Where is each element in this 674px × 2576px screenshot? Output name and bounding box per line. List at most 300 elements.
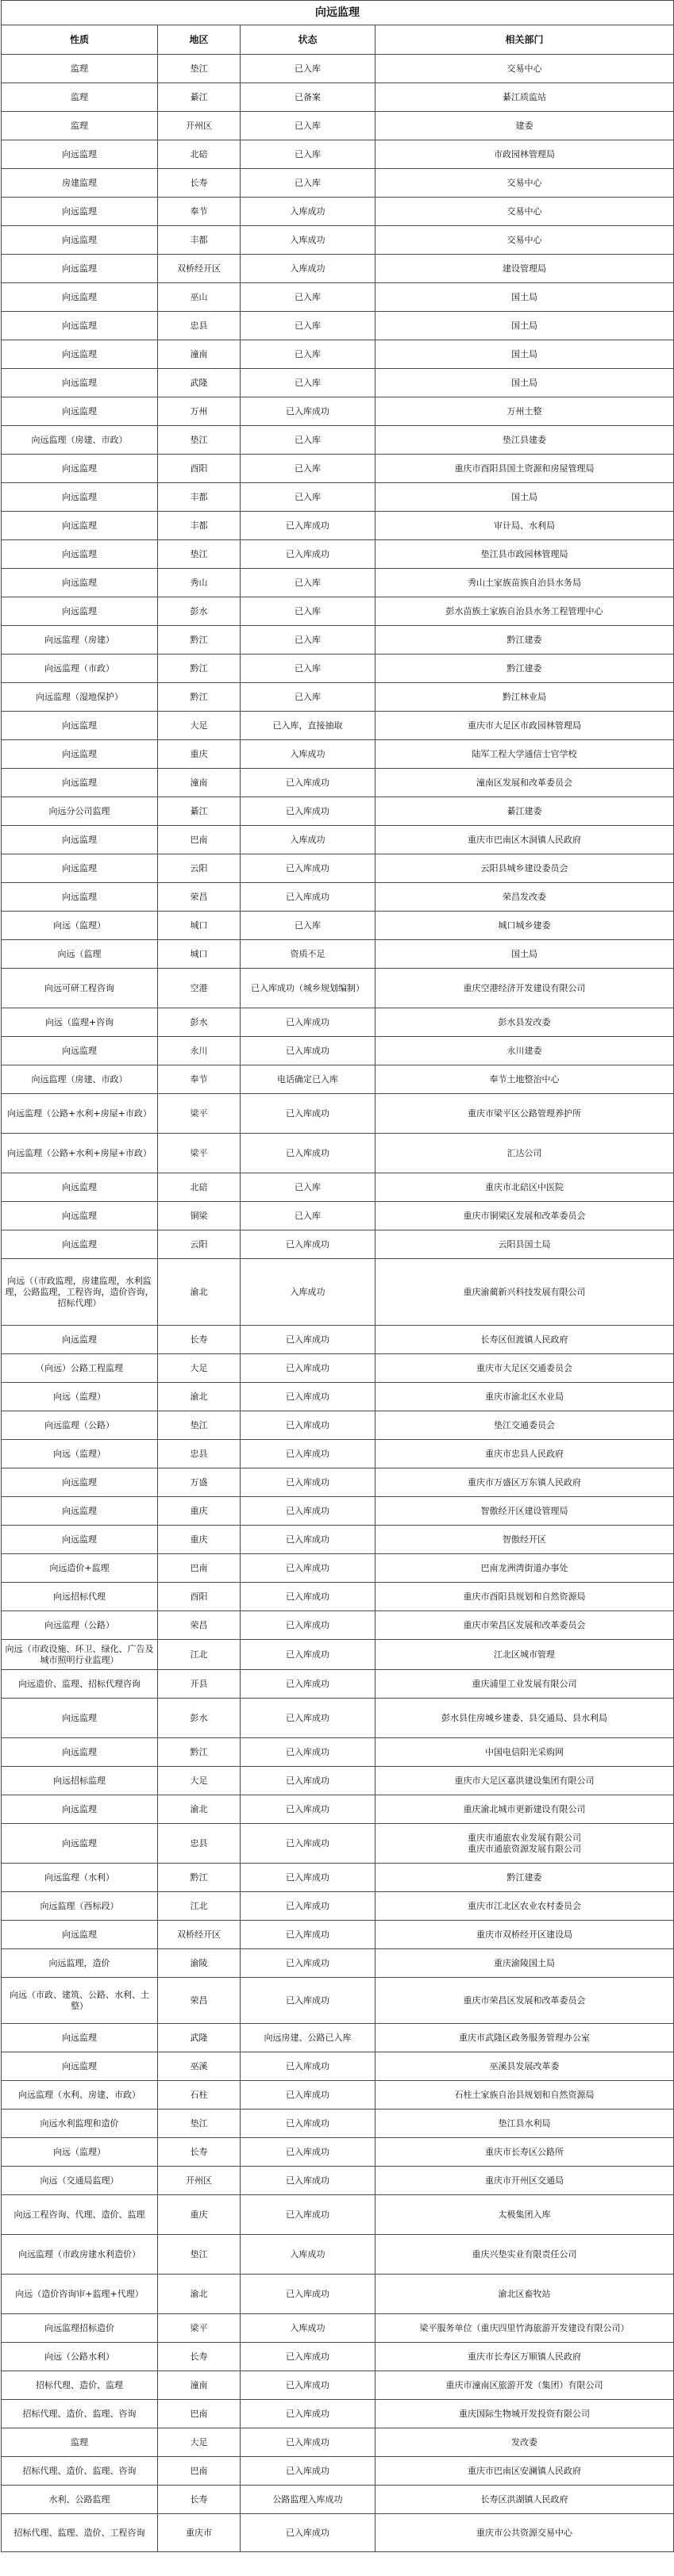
cell-dept: 黔江建委 (376, 655, 674, 683)
cell-status: 已入库成功 (241, 1526, 376, 1554)
cell-region: 万盛 (158, 1468, 241, 1497)
cell-type: 向远（市政设施、环卫、绿化、广告及城市照明行业监理） (2, 1640, 158, 1670)
cell-status: 已入库成功 (241, 1892, 376, 1921)
cell-dept: 重庆市双桥经开区建设局 (376, 1921, 674, 1949)
cell-dept: 奉节土地整治中心 (376, 1065, 674, 1094)
cell-status: 已入库成功 (241, 1640, 376, 1670)
table-row (2, 1795, 674, 1824)
header-status: 状态 (241, 25, 376, 55)
cell-status: 已入库成功 (241, 1411, 376, 1440)
cell-status: 已入库成功 (241, 797, 376, 826)
cell-region: 黔江 (158, 1864, 241, 1892)
cell-type: 向远监理（市政） (2, 655, 158, 683)
cell-status: 已入库成功 (241, 854, 376, 883)
table-row (2, 2457, 674, 2486)
table-row (2, 854, 674, 883)
header-type: 性质 (2, 25, 158, 55)
table-row (2, 2314, 674, 2343)
table-row (2, 2024, 674, 2052)
cell-status: 已入库 (241, 283, 376, 312)
cell-type: 向远监理 (2, 512, 158, 540)
cell-status: 已入库成功 (241, 1037, 376, 1065)
cell-dept: 垫江县市政园林管理局 (376, 540, 674, 569)
table-row (2, 1173, 674, 1202)
cell-status: 入库成功 (241, 255, 376, 283)
cell-region: 北碚 (158, 1173, 241, 1202)
cell-dept: 万州土整 (376, 397, 674, 426)
cell-type: 向远监理 (2, 712, 158, 740)
cell-status: 已入库 (241, 169, 376, 198)
cell-status: 已入库 (241, 655, 376, 683)
cell-region: 北碚 (158, 140, 241, 169)
cell-dept: 綦江质监站 (376, 83, 674, 112)
cell-status: 已入库成功 (241, 2167, 376, 2195)
cell-region: 开州区 (158, 2167, 241, 2195)
cell-status: 入库成功 (241, 2314, 376, 2343)
cell-status: 已入库成功 (241, 1497, 376, 1526)
cell-dept: 黔江建委 (376, 1864, 674, 1892)
cell-status: 已入库 (241, 140, 376, 169)
table-row (2, 940, 674, 969)
cell-type: 监理 (2, 2428, 158, 2457)
cell-dept: 重庆市长寿区公路所 (376, 2138, 674, 2167)
cell-status: 已入库成功 (241, 1978, 376, 2024)
cell-type: 向远（监理） (2, 2138, 158, 2167)
cell-dept: 国土局 (376, 340, 674, 369)
cell-dept: 荣昌发改委 (376, 883, 674, 912)
cell-region: 大足 (158, 2428, 241, 2457)
cell-region: 巴南 (158, 2457, 241, 2486)
cell-region: 彭水 (158, 1699, 241, 1738)
cell-type: 向远监理 (2, 2024, 158, 2052)
cell-type: 向远（市政、建筑、公路、水利、土整） (2, 1978, 158, 2024)
cell-dept: 彭水县发改委 (376, 1008, 674, 1037)
cell-dept: 云阳县城乡建设委员会 (376, 854, 674, 883)
cell-status: 入库成功 (241, 198, 376, 226)
cell-dept: 梁平服务单位（重庆四里竹海旅游开发建设有限公司） (376, 2314, 674, 2343)
cell-dept: 重庆市武隆区政务服务管理办公室 (376, 2024, 674, 2052)
table-row (2, 1383, 674, 1411)
cell-type: 向远监理 (2, 854, 158, 883)
cell-status: 已入库 (241, 1202, 376, 1230)
cell-dept: 重庆市酉阳县国土资源和房屋管理局 (376, 455, 674, 483)
cell-region: 垫江 (158, 426, 241, 455)
cell-dept: 重庆渝陵国土局 (376, 1949, 674, 1978)
cell-status: 已入库 (241, 912, 376, 940)
cell-status: 已入库 (241, 597, 376, 626)
cell-region: 渝北 (158, 2275, 241, 2314)
cell-status: 已入库成功 (241, 397, 376, 426)
cell-type: 监理 (2, 55, 158, 83)
table-row (2, 1824, 674, 1864)
cell-region: 巴南 (158, 1554, 241, 1583)
cell-dept: 巴南龙洲湾街道办事处 (376, 1554, 674, 1583)
cell-dept: 渝北区畜牧站 (376, 2275, 674, 2314)
table-row (2, 826, 674, 854)
cell-status: 公路监理入库成功 (241, 2486, 376, 2514)
table-row (2, 1008, 674, 1037)
cell-type: 向远监理 (2, 1738, 158, 1767)
table-row (2, 1670, 674, 1699)
cell-region: 忠县 (158, 1824, 241, 1864)
table-row (2, 1094, 674, 1134)
cell-dept: 重庆兴垫实业有限责任公司 (376, 2235, 674, 2275)
table-row (2, 1864, 674, 1892)
cell-region: 渝北 (158, 1383, 241, 1411)
cell-region: 酉阳 (158, 455, 241, 483)
cell-region: 垫江 (158, 2235, 241, 2275)
cell-region: 丰都 (158, 512, 241, 540)
table-row (2, 1949, 674, 1978)
cell-status: 已入库成功 (241, 1230, 376, 1259)
cell-dept: 重庆市巴南区安澜镇人民政府 (376, 2457, 674, 2486)
table-row (2, 2343, 674, 2371)
cell-type: 向远监理（水利） (2, 1864, 158, 1892)
table-row (2, 569, 674, 597)
header-dept: 相关部门 (376, 25, 674, 55)
cell-type: 向远监理 (2, 397, 158, 426)
table-row (2, 2081, 674, 2110)
cell-region: 铜梁 (158, 1202, 241, 1230)
cell-dept: 重庆浦里工业发展有限公司 (376, 1670, 674, 1699)
cell-dept: 建委 (376, 112, 674, 140)
cell-status: 已入库成功 (241, 2343, 376, 2371)
cell-region: 黔江 (158, 655, 241, 683)
cell-region: 垫江 (158, 1411, 241, 1440)
cell-type: 向远（交通局监理） (2, 2167, 158, 2195)
cell-region: 丰都 (158, 226, 241, 255)
cell-status: 已入库 (241, 626, 376, 655)
cell-region: 开县 (158, 1670, 241, 1699)
table-row (2, 2275, 674, 2314)
cell-region: 綦江 (158, 797, 241, 826)
cell-type: 招标代理、造价、监理、咨询 (2, 2400, 158, 2428)
cell-region: 江北 (158, 1892, 241, 1921)
cell-dept: 国土局 (376, 940, 674, 969)
cell-type: 向远监理 (2, 1497, 158, 1526)
table-row (2, 512, 674, 540)
cell-dept: 秀山土家族苗族自治县水务局 (376, 569, 674, 597)
cell-type: 向远监理（湿地保护） (2, 683, 158, 712)
cell-type: 向远监理（西标段） (2, 1892, 158, 1921)
cell-type: 向远监理 (2, 597, 158, 626)
cell-status: 入库成功 (241, 2235, 376, 2275)
cell-status: 已入库，直接抽取 (241, 712, 376, 740)
table-row (2, 2052, 674, 2081)
table-row (2, 1699, 674, 1738)
cell-status: 已入库 (241, 112, 376, 140)
cell-dept: 潼南区发展和改革委员会 (376, 769, 674, 797)
cell-region: 巫溪 (158, 2052, 241, 2081)
cell-dept: 重庆市潼南区旅游开发（集团）有限公司 (376, 2371, 674, 2400)
cell-status: 电话确定已入库 (241, 1065, 376, 1094)
cell-region: 万州 (158, 397, 241, 426)
cell-status: 已入库成功 (241, 2400, 376, 2428)
cell-status: 已备案 (241, 83, 376, 112)
cell-type: 向远（监理） (2, 1383, 158, 1411)
cell-dept: 重庆市开州区交通局 (376, 2167, 674, 2195)
cell-type: 向远监理 (2, 1795, 158, 1824)
cell-region: 荣昌 (158, 1611, 241, 1640)
table-row (2, 1440, 674, 1468)
cell-dept: 国土局 (376, 312, 674, 340)
cell-dept: 交易中心 (376, 169, 674, 198)
cell-status: 已入库成功 (241, 1767, 376, 1795)
cell-region: 双桥经开区 (158, 1921, 241, 1949)
cell-status: 已入库成功 (241, 1134, 376, 1173)
cell-dept: 重庆渝蔺新兴科技发展有限公司 (376, 1259, 674, 1326)
cell-type: 监理 (2, 83, 158, 112)
cell-status: 已入库成功 (241, 1795, 376, 1824)
cell-region: 大足 (158, 712, 241, 740)
cell-status: 已入库成功 (241, 1354, 376, 1383)
cell-status: 已入库成功 (241, 1583, 376, 1611)
cell-dept: 市政园林管理局 (376, 140, 674, 169)
cell-status: 已入库成功 (241, 1383, 376, 1411)
cell-dept: 重庆市酉阳县规划和自然资源局 (376, 1583, 674, 1611)
cell-region: 武隆 (158, 2024, 241, 2052)
cell-type: 向远监理 (2, 1173, 158, 1202)
cell-region: 荣昌 (158, 1978, 241, 2024)
cell-type: 向远监理，造价 (2, 1949, 158, 1978)
cell-dept: 重庆市大足区市政园林管理局 (376, 712, 674, 740)
cell-region: 云阳 (158, 1230, 241, 1259)
cell-type: 向远监理 (2, 883, 158, 912)
cell-dept: 国土局 (376, 283, 674, 312)
cell-dept: 重庆市梁平区公路管理养护所 (376, 1094, 674, 1134)
cell-status: 已入库成功 (241, 883, 376, 912)
cell-region: 忠县 (158, 312, 241, 340)
cell-status: 已入库 (241, 426, 376, 455)
cell-status: 已入库成功 (241, 1824, 376, 1864)
cell-region: 梁平 (158, 1134, 241, 1173)
cell-status: 已入库成功 (241, 1094, 376, 1134)
table-row (2, 2110, 674, 2138)
cell-type: 向远监理 (2, 769, 158, 797)
supervision-table (1, 0, 674, 2552)
cell-region: 秀山 (158, 569, 241, 597)
cell-region: 长寿 (158, 2486, 241, 2514)
table-row (2, 2235, 674, 2275)
cell-region: 重庆 (158, 2195, 241, 2235)
cell-type: 向远监理 (2, 2052, 158, 2081)
table-row (2, 169, 674, 198)
table-row (2, 1134, 674, 1173)
cell-type: 向远监理 (2, 1921, 158, 1949)
cell-status: 已入库 (241, 312, 376, 340)
cell-region: 渝陵 (158, 1949, 241, 1978)
cell-status: 已入库成功 (241, 1738, 376, 1767)
cell-status: 已入库成功 (241, 512, 376, 540)
cell-dept: 太极集团入库 (376, 2195, 674, 2235)
cell-type: 向远造价+监理 (2, 1554, 158, 1583)
table-row (2, 1259, 674, 1326)
cell-type: 向远（公路水利） (2, 2343, 158, 2371)
table-row (2, 1640, 674, 1670)
cell-dept: 垫江交通委员会 (376, 1411, 674, 1440)
cell-type: 向远监理 (2, 283, 158, 312)
cell-type: 向远监理 (2, 312, 158, 340)
cell-status: 已入库成功 (241, 2081, 376, 2110)
cell-dept: 垫江县水利局 (376, 2110, 674, 2138)
cell-dept: 重庆市荣昌区发展和改革委员会 (376, 1978, 674, 2024)
cell-dept: 重庆市荣昌区发展和改革委员会 (376, 1611, 674, 1640)
cell-region: 黔江 (158, 683, 241, 712)
table-row (2, 1326, 674, 1354)
cell-dept: 国土局 (376, 369, 674, 397)
cell-type: 向远监理 (2, 226, 158, 255)
cell-region: 垫江 (158, 540, 241, 569)
table-row (2, 2486, 674, 2514)
cell-dept: 重庆市大足区交通委员会 (376, 1354, 674, 1383)
cell-region: 长寿 (158, 2343, 241, 2371)
cell-dept: 彭水苗族土家族自治县水务工程管理中心 (376, 597, 674, 626)
cell-type: 向远监理 (2, 569, 158, 597)
cell-region: 渝北 (158, 1795, 241, 1824)
cell-type: 向远监理 (2, 1468, 158, 1497)
cell-dept: 江北区城市管理 (376, 1640, 674, 1670)
cell-dept: 发改委 (376, 2428, 674, 2457)
table-row (2, 740, 674, 769)
cell-dept: 黔江林业局 (376, 683, 674, 712)
cell-dept: 城口城乡建委 (376, 912, 674, 940)
cell-dept: 黔江建委 (376, 626, 674, 655)
cell-region: 长寿 (158, 1326, 241, 1354)
table-row (2, 340, 674, 369)
cell-status: 已入库成功 (241, 1921, 376, 1949)
cell-type: 水利、公路监理 (2, 2486, 158, 2514)
cell-status: 已入库成功 (241, 2514, 376, 2552)
cell-dept: 重庆空港经济开发建设有限公司 (376, 969, 674, 1008)
cell-status: 已入库成功 (241, 2457, 376, 2486)
cell-type: 向远（监理 (2, 940, 158, 969)
cell-type: 招标代理、造价、监理 (2, 2371, 158, 2400)
cell-type: 房建监理 (2, 169, 158, 198)
cell-region: 武隆 (158, 369, 241, 397)
cell-region: 綦江 (158, 83, 241, 112)
cell-type: 向远监理招标造价 (2, 2314, 158, 2343)
table-row (2, 797, 674, 826)
cell-dept: 重庆市长寿区万顺镇人民政府 (376, 2343, 674, 2371)
table-row (2, 1230, 674, 1259)
table-row (2, 1554, 674, 1583)
cell-type: 向远监理 (2, 369, 158, 397)
table-row (2, 2400, 674, 2428)
cell-region: 重庆 (158, 1526, 241, 1554)
table-row (2, 55, 674, 83)
table-title: 向远监理 (2, 1, 674, 25)
cell-region: 丰都 (158, 483, 241, 512)
cell-status: 已入库成功 (241, 1008, 376, 1037)
cell-dept: 重庆市铜梁区发展和改革委员会 (376, 1202, 674, 1230)
table-row (2, 369, 674, 397)
cell-type: 向远招标代理 (2, 1583, 158, 1611)
cell-status: 向远房建、公路已入库 (241, 2024, 376, 2052)
cell-type: 向远（（市政监理，房建监理，水利监理，公路监理，工程咨询，造价咨询，招标代理） (2, 1259, 158, 1326)
cell-status: 已入库 (241, 55, 376, 83)
table-row (2, 2195, 674, 2235)
cell-dept: 云阳县国土局 (376, 1230, 674, 1259)
cell-type: 向远监理 (2, 826, 158, 854)
cell-status: 已入库成功 (241, 1670, 376, 1699)
table-row (2, 226, 674, 255)
cell-type: 向远监理（公路） (2, 1411, 158, 1440)
cell-type: 向远监理（公路+水利+房屋+市政） (2, 1134, 158, 1173)
cell-type: 向远（监理） (2, 1440, 158, 1468)
cell-type: 向远造价、监理、招标代理咨询 (2, 1670, 158, 1699)
table-row (2, 426, 674, 455)
table-row (2, 626, 674, 655)
cell-status: 已入库成功（城乡规划编制） (241, 969, 376, 1008)
cell-status: 资质不足 (241, 940, 376, 969)
table-row (2, 397, 674, 426)
cell-dept: 建设管理局 (376, 255, 674, 283)
cell-status: 已入库成功 (241, 1699, 376, 1738)
table-row (2, 1065, 674, 1094)
cell-status: 入库成功 (241, 740, 376, 769)
cell-type: （向远）公路工程监理 (2, 1354, 158, 1383)
cell-region: 巫山 (158, 283, 241, 312)
table-row (2, 1767, 674, 1795)
cell-status: 已入库成功 (241, 1440, 376, 1468)
table-body (2, 55, 674, 2552)
cell-type: 向远（造价咨询审+监理+代理） (2, 2275, 158, 2314)
table-row (2, 1468, 674, 1497)
cell-region: 潼南 (158, 769, 241, 797)
table-row (2, 1611, 674, 1640)
cell-status: 入库成功 (241, 1259, 376, 1326)
table-row (2, 112, 674, 140)
cell-type: 向远监理（房建、市政） (2, 426, 158, 455)
cell-dept: 重庆市渝北区水业局 (376, 1383, 674, 1411)
cell-status: 已入库 (241, 569, 376, 597)
cell-region: 重庆 (158, 740, 241, 769)
cell-dept: 交易中心 (376, 198, 674, 226)
cell-type: 向远监理 (2, 1202, 158, 1230)
cell-status: 已入库成功 (241, 2195, 376, 2235)
table-row (2, 1921, 674, 1949)
table-row (2, 198, 674, 226)
table-row (2, 1411, 674, 1440)
cell-type: 向远监理（房建、市政） (2, 1065, 158, 1094)
cell-type: 向远监理 (2, 1526, 158, 1554)
cell-type: 向远监理（公路+水利+房屋+市政） (2, 1094, 158, 1134)
cell-region: 荣昌 (158, 883, 241, 912)
cell-type: 向远（监理+咨询 (2, 1008, 158, 1037)
table-row (2, 1892, 674, 1921)
cell-region: 重庆市 (158, 2514, 241, 2552)
cell-region: 开州区 (158, 112, 241, 140)
cell-status: 已入库成功 (241, 2371, 376, 2400)
cell-region: 黔江 (158, 626, 241, 655)
cell-dept: 长寿区但渡镇人民政府 (376, 1326, 674, 1354)
cell-status: 已入库成功 (241, 1554, 376, 1583)
cell-dept: 长寿区洪湖镇人民政府 (376, 2486, 674, 2514)
table-row (2, 483, 674, 512)
table-row (2, 1583, 674, 1611)
cell-region: 黔江 (158, 1738, 241, 1767)
cell-type: 向远可研工程咨询 (2, 969, 158, 1008)
cell-dept: 重庆市大足区嘉洪建设集团有限公司 (376, 1767, 674, 1795)
cell-region: 长寿 (158, 169, 241, 198)
cell-region: 垫江 (158, 55, 241, 83)
cell-status: 已入库成功 (241, 2052, 376, 2081)
cell-type: 向远（监理） (2, 912, 158, 940)
cell-dept: 重庆市江北区农业农村委员会 (376, 1892, 674, 1921)
cell-region: 奉节 (158, 198, 241, 226)
cell-region: 空港 (158, 969, 241, 1008)
cell-type: 向远水利监理和造价 (2, 2110, 158, 2138)
